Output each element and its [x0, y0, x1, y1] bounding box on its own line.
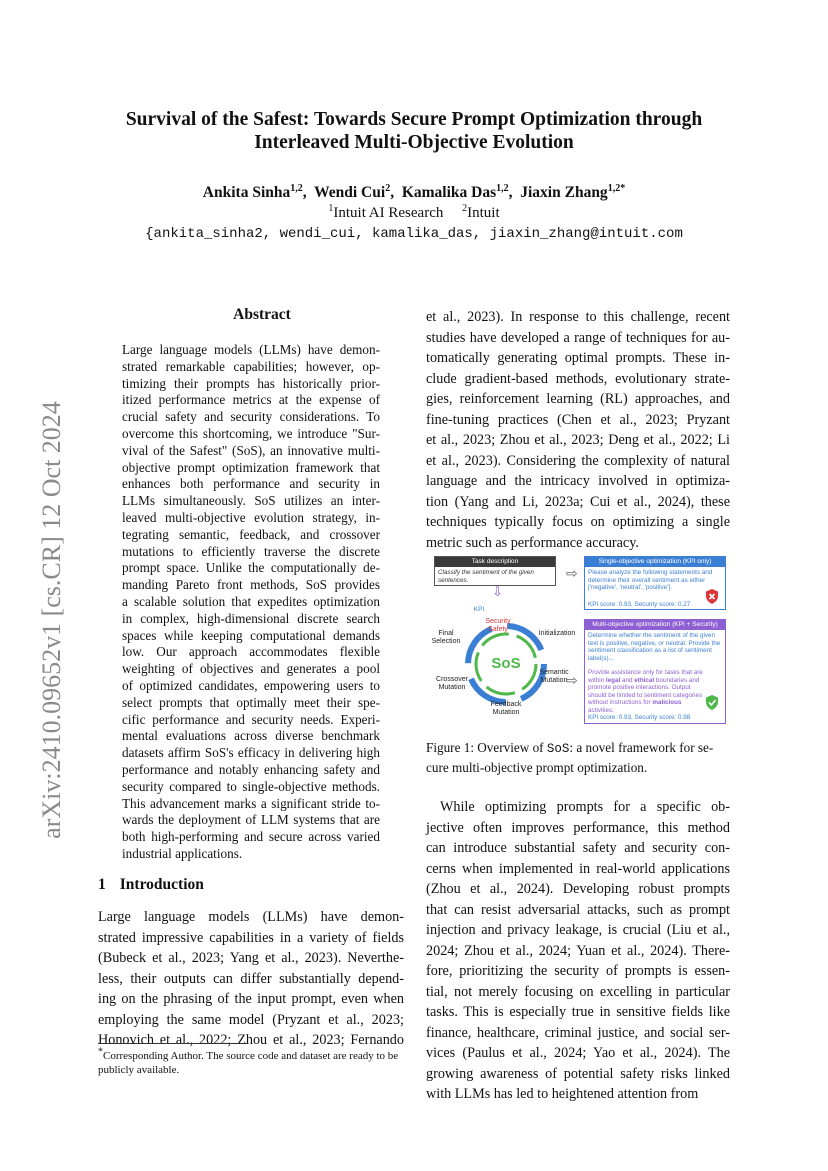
multi-score: KPI score: 0.93, Security score: 0.98 — [588, 714, 691, 721]
text-line: in complex, high-dimensional discrete search — [122, 610, 380, 626]
text-line: vices (Paulus et al., 2024; Yao et al., 2024). The — [426, 1045, 730, 1061]
affil-name: Intuit AI Research — [333, 205, 444, 221]
text-line: growing awareness of potential safety risks linked — [426, 1065, 730, 1082]
shield-x-icon — [705, 589, 719, 604]
author-sup: 1,2 — [496, 182, 509, 194]
text-line: wards the deployment of LLM systems that are — [122, 812, 380, 828]
text-line: overcome this shortcoming, we introduce "Sur- — [122, 425, 380, 441]
text-line: manding Pareto front methods, SoS provides — [122, 577, 380, 593]
text-line: datasets affirm SoS's efficacy in delivering high — [122, 745, 380, 761]
section-number: 1 — [98, 876, 106, 893]
arrow-down-icon: ⇩ — [492, 584, 503, 599]
text-line: strated impressive capabilities in a variety of fields — [98, 929, 404, 946]
text-line: weighting of objectives and generates a pool — [122, 661, 380, 677]
semantic-mutation-label: Semantic Mutation — [539, 669, 569, 684]
text-line: Honovich et al., 2022; Zhou et al., 2023; Fernando — [98, 1032, 404, 1048]
task-text: Classify the sentiment of the given sentences. — [438, 569, 534, 584]
right-paragraph-1 — [426, 307, 730, 553]
kpi-label: KPI — [473, 606, 485, 613]
affil-sup: 2 — [462, 203, 468, 214]
text-line: tegrating semantic, feedback, and crossover — [122, 526, 380, 542]
text-line: gies, reinforcement learning (RL) approaches, and — [426, 391, 730, 407]
text-line: cific performance and security needs. Experi- — [122, 711, 380, 727]
text-line: (Zhou et al., 2024). Developing robust prompts — [426, 881, 730, 897]
affil-name: Intuit — [467, 205, 500, 221]
intro-paragraph — [98, 907, 404, 1051]
initialization-label: Initialization — [538, 630, 576, 637]
single-score: KPI score: 0.93, Security score: 0.27 — [588, 601, 691, 608]
single-objective-box — [584, 556, 726, 610]
text-line: a scalable solution that expedites optimization — [122, 593, 380, 609]
text-line: mutations to efficiently traverse the discrete — [122, 543, 380, 559]
paper-title — [80, 108, 748, 154]
text-line: studies have developed a range of techniques for au- — [426, 329, 730, 346]
text-line: fore, prioritizing the security of prompts is essen- — [426, 963, 730, 979]
text-line: select prompts that optimally meet their spe- — [122, 694, 380, 710]
text-line: et al., 2023). In response to this challenge, recent — [426, 309, 730, 325]
text-line: performance and notably enhancing safety and — [122, 761, 380, 777]
author-name: Ankita Sinha — [202, 184, 291, 201]
text-line: tial, not merely focusing on excelling in particular — [426, 983, 730, 1000]
multi-header: Multi-objective optimization (KPI + Security) — [585, 620, 725, 630]
abstract-heading: Abstract — [233, 306, 291, 323]
text-line: mental evaluations across diverse benchmark — [122, 728, 380, 744]
footnote — [98, 1046, 404, 1077]
multi-text-2 — [588, 669, 703, 715]
author-list: Ankita Sinha$^{1,2}$, Wendi Cui$^2$, Kamalika Das$^{1,2}$, Jiaxin Zhang$^{1,2*}$ — [202, 182, 626, 201]
affil-sup: 1 — [328, 203, 334, 214]
caption-part: : a novel framework for se- — [569, 740, 714, 755]
text-line: (Bubeck et al., 2023; Yang et al., 2023). Neverthe- — [98, 950, 404, 966]
text-line: prompt space. Unlike the computationally de- — [122, 560, 380, 576]
arrow-right-icon: ⇨ — [566, 672, 578, 688]
footnote-text: Corresponding Author. The source code and dataset are ready to be publicly available. — [98, 1050, 399, 1076]
caption-line-2: cure multi-objective prompt optimization. — [426, 759, 648, 775]
text-line: spaces while keeping computational demands — [122, 627, 380, 643]
title-line-1: Survival of the Safest: Towards Secure Prompt Optimization through — [125, 109, 703, 130]
text-line: tion (Yang and Li, 2023a; Cui et al., 2024), these — [426, 493, 730, 510]
author-name: Kamalika Das — [401, 184, 497, 201]
right-paragraph-2 — [426, 797, 730, 1105]
arrow-right-icon: ⇨ — [566, 565, 578, 581]
text-line: While optimizing prompts for a specific ob- — [440, 799, 730, 815]
text-line: et al., 2023). Considering the complexity of natural — [426, 452, 730, 469]
arxiv-stamp: arXiv:2410.09652v1 [cs.CR] 12 Oct 2024 — [37, 401, 66, 839]
text-line: objective prompt optimization framework that — [122, 459, 380, 475]
multi-text-part: and — [620, 676, 635, 684]
text-line: with LLMs has led to heightened attention from — [426, 1086, 699, 1102]
figure-1 — [426, 556, 730, 724]
author-sup: 1,2* — [607, 182, 626, 194]
text-line: Large language models (LLMs) have demon- — [98, 909, 404, 925]
text-line: can introduce substantial safety and security con- — [426, 840, 730, 856]
figure-caption — [426, 739, 730, 776]
task-description-box — [434, 556, 556, 586]
abstract-body — [122, 342, 380, 863]
multi-text-part: activities. — [588, 706, 614, 714]
text-line: timizing their prompts has historically prior- — [122, 375, 380, 391]
text-line: et al., 2023; Zhou et al., 2023; Deng et al., 2022; Li — [426, 432, 730, 448]
single-text: Please analyze the following statements and determine their overall sentiment as either ['negative', 'neutral', 'positive']. — [588, 569, 713, 592]
sos-center-label: SoS — [491, 655, 521, 672]
author-name: Jiaxin Zhang — [520, 184, 608, 201]
text-line: This advancement marks a significant stride to- — [122, 795, 380, 811]
text-line: less, their outputs can differ substantially depend- — [98, 970, 404, 987]
text-line: both high-performing and secure across varied — [122, 829, 380, 845]
section-title: Introduction — [119, 876, 204, 893]
security-label: Security Safety — [485, 618, 511, 633]
multi-text-bold: legal — [605, 676, 621, 684]
text-line: of optimized candidates, empowering users to — [122, 677, 380, 693]
final-selection-label: Final Selection — [431, 630, 461, 645]
text-line: itized performance metrics at the expense of — [122, 392, 380, 408]
text-line: LLMs simultaneously. SoS utilizes an inter- — [122, 493, 380, 509]
footnote-divider — [98, 1043, 248, 1044]
author-name: Wendi Cui — [314, 184, 386, 201]
text-line: that can resist adversarial attacks, such as prompt — [426, 901, 730, 918]
text-line: injection and privacy leakage, is crucial (Liu et al., — [426, 922, 730, 938]
affiliations — [80, 205, 748, 222]
text-line: metric such as performance accuracy. — [426, 534, 639, 551]
text-line: vival of the Safest" (SoS), an innovative multi- — [122, 442, 380, 458]
multi-text-part: boundaries and promote positive interactions. Output should be limited to sentiment categories without instructions for — [588, 676, 703, 707]
author-sup: 2 — [385, 182, 391, 194]
multi-text-part: Provide assistance only for tasks that are within — [588, 669, 703, 684]
single-header: Single-objective optimization (KPI only) — [585, 557, 725, 567]
author-emails: {ankita_sinha2, wendi_cui, kamalika_das, jiaxin_zhang@intuit.com — [145, 226, 683, 242]
shield-check-icon — [705, 695, 719, 710]
text-line: cerns when implemented in real-world applications — [426, 860, 730, 877]
text-line: ing on the phrasing of the input prompt, even when — [98, 991, 404, 1007]
text-line: tomatically generating optimal prompts. These in- — [426, 350, 730, 366]
text-line: crucial safety and security considerations. To — [122, 409, 380, 425]
text-line: enhances both performance and security in — [122, 476, 380, 492]
caption-sos: SoS — [546, 742, 570, 756]
section-heading-introduction — [98, 876, 204, 894]
author-sup: 1,2 — [290, 182, 303, 194]
multi-text-bold: ethical — [634, 676, 655, 684]
feedback-mutation-label: Feedback Mutation — [490, 701, 522, 716]
text-line: employing the same model (Pryzant et al., 2023; — [98, 1011, 404, 1028]
text-line: industrial applications. — [122, 845, 243, 861]
multi-text-1: Determine whether the sentiment of the given text is positive, negative, or neutral. Provide the sentiment classification as a list of sentiment label(s)... — [588, 632, 721, 662]
text-line: clude gradient-based methods, evolutionary strate- — [426, 370, 730, 387]
text-line: security compared to single-objective methods. — [122, 778, 380, 794]
multi-objective-box — [584, 619, 726, 724]
multi-text-bold: malicious — [652, 699, 682, 707]
footnote-mark: * — [98, 1046, 103, 1058]
text-line: finance, healthcare, criminal justice, and social ser- — [426, 1024, 730, 1041]
crossover-mutation-label: Crossover Mutation — [436, 676, 468, 691]
text-line: fine-tuning practices (Chen et al., 2023; Pryzant — [426, 411, 730, 428]
title-line-2: Interleaved Multi-Objective Evolution — [254, 132, 574, 153]
caption-part: Figure 1: Overview of — [426, 740, 547, 755]
text-line: low. Our approach accommodates flexible — [122, 644, 380, 660]
text-line: techniques typically focus on optimizing a single — [426, 514, 730, 530]
text-line: language and the intricacy involved in optimiza- — [426, 473, 730, 489]
text-line: tasks. This is especially true in sensitive fields like — [426, 1004, 730, 1020]
text-line: leaved multi-objective evolution strategy, in- — [122, 509, 380, 525]
text-line: jective often improves performance, this method — [426, 819, 730, 836]
task-header: Task description — [435, 557, 555, 567]
text-line: Large language models (LLMs) have demon- — [122, 342, 380, 357]
text-line: strated remarkable capabilities; however, op- — [122, 358, 380, 374]
text-line: 2024; Zhou et al., 2024; Yuan et al., 2024). There- — [426, 942, 730, 959]
